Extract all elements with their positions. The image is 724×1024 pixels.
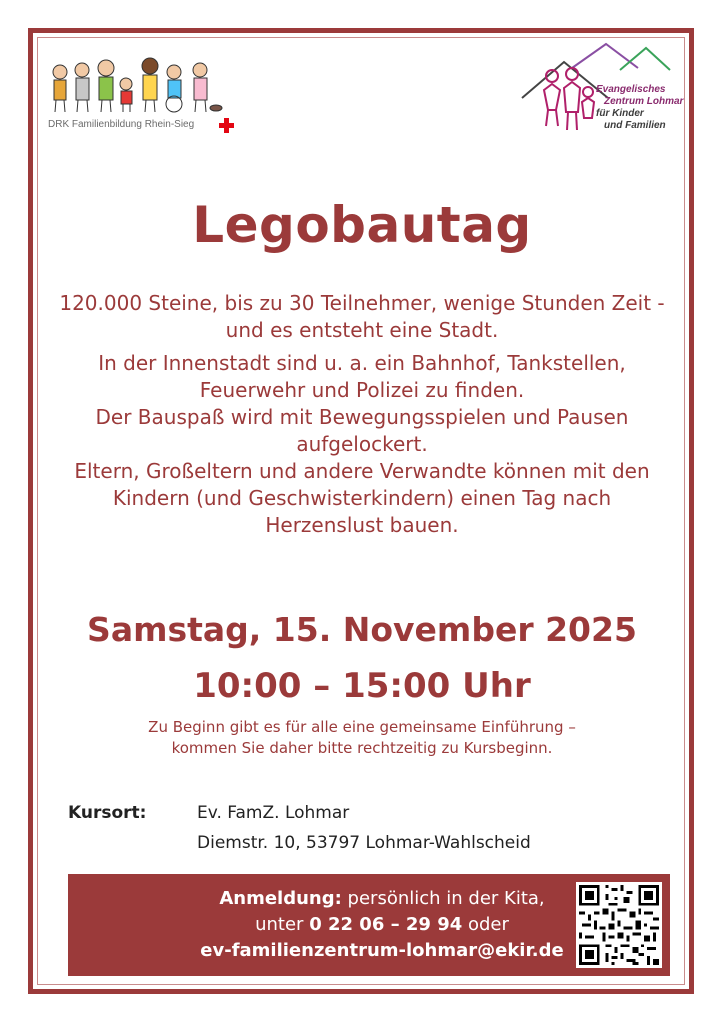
family-figure-3 [98, 60, 114, 112]
registration-line [172, 938, 592, 964]
family-figure-4 [120, 78, 132, 112]
description-paragraph: Eltern, Großeltern und andere Verwandte können mit den Kindern (und Geschwisterkindern) einen Tag nach Herzenslust bauen. [74, 459, 650, 537]
intro-note [70, 717, 654, 759]
qr-code-icon[interactable] [576, 882, 662, 968]
intro-note-line: kommen Sie daher bitte rechtzeitig zu Kursbeginn. [171, 739, 553, 757]
page-title: Legobautag [192, 196, 532, 254]
family-figure-5 [142, 58, 158, 112]
drk-logo-caption: DRK Familienbildung Rhein-Sieg [48, 119, 195, 130]
family-figure-6 [166, 65, 182, 112]
registration-phone[interactable]: 0 22 06 – 29 94 [309, 914, 463, 935]
registration-line [172, 912, 592, 938]
intro-note-line: Zu Beginn gibt es für alle eine gemeinsame Einführung – [148, 718, 576, 736]
registration-text [172, 886, 592, 964]
registration-suffix: oder [462, 914, 509, 935]
registration-label: Anmeldung: [219, 888, 342, 909]
logo-text-line: Zentrum Lohmar [604, 96, 684, 107]
family-figure-2 [75, 63, 89, 112]
family-figure-1 [53, 65, 67, 112]
kursort-address: Diemstr. 10, 53797 Lohmar-Wahlscheid [197, 833, 531, 853]
red-cross-icon [219, 118, 234, 133]
description-paragraph: Der Bauspaß wird mit Bewegungsspielen und Pausen aufgelockert. [95, 405, 629, 456]
description-paragraph: In der Innenstadt sind u. a. ein Bahnhof, Tankstellen, Feuerwehr und Polizei zu finden. [98, 351, 626, 402]
family-figure-7 [193, 63, 222, 112]
description [58, 290, 666, 545]
kursort-label: Kursort: [68, 803, 147, 823]
logo-text-line: für Kinder [596, 108, 644, 119]
familienzentrum-logo-text [596, 84, 683, 132]
event-time: 10:00 – 15:00 Uhr [193, 666, 531, 706]
logo-text-line: und Familien [604, 120, 666, 131]
logo-text-line: Evangelisches [596, 84, 666, 95]
registration-email[interactable]: ev-familienzentrum-lohmar@ekir.de [200, 940, 564, 961]
registration-prefix: unter [255, 914, 310, 935]
description-paragraph: 120.000 Steine, bis zu 30 Teilnehmer, wenige Stunden Zeit - und es entsteht eine Stadt. [59, 291, 665, 342]
registration-line [172, 886, 592, 912]
kursort-name: Ev. FamZ. Lohmar [197, 803, 350, 823]
event-date: Samstag, 15. November 2025 [87, 610, 637, 649]
family-figures-icon [544, 68, 594, 130]
registration-info: persönlich in der Kita, [341, 888, 545, 909]
